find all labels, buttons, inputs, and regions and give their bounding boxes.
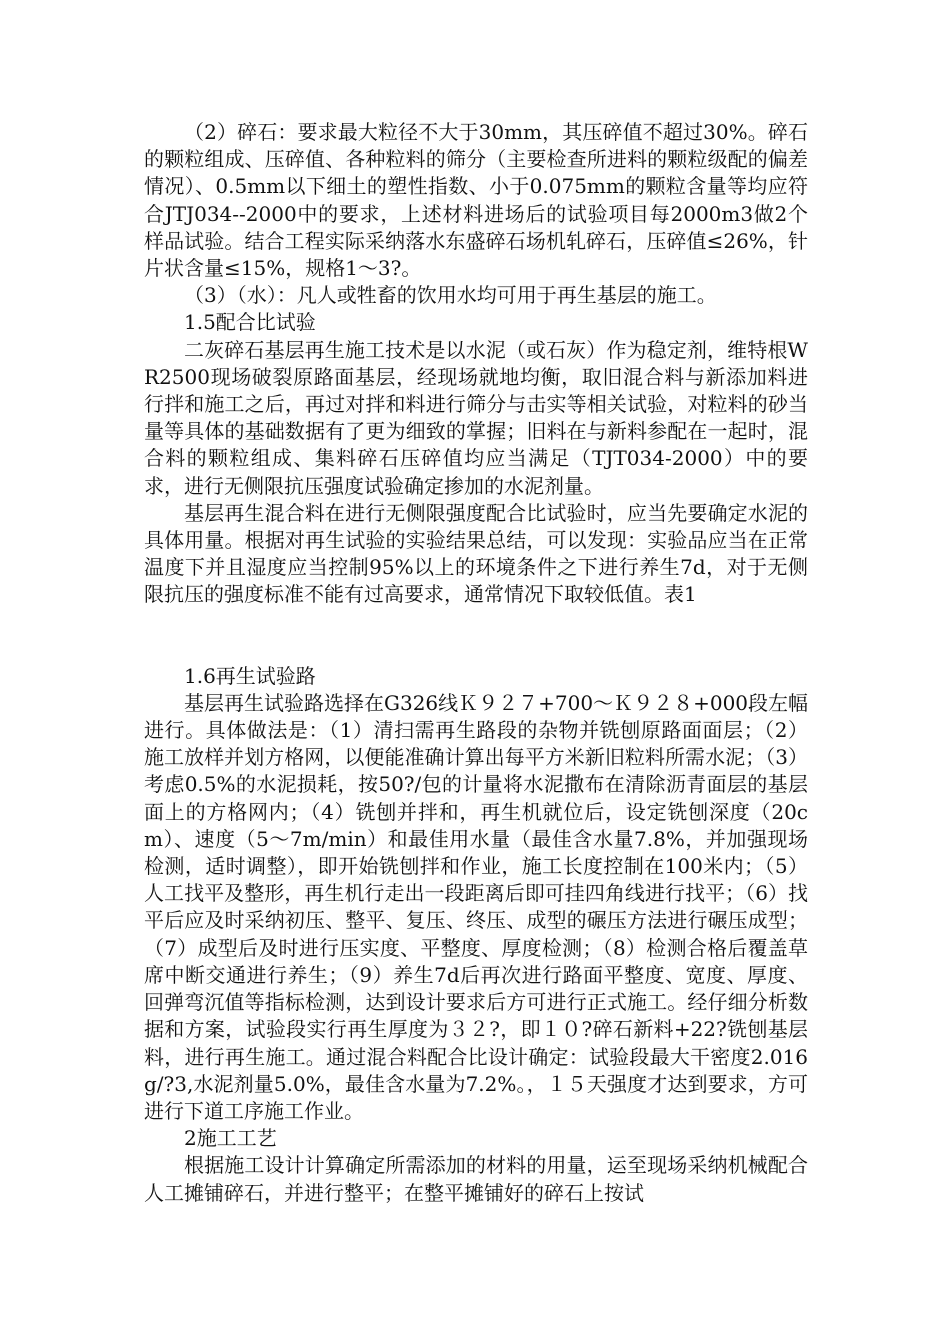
blank-gap [144,609,808,663]
paragraph-crushed-stone: （2）碎石：要求最大粒径不大于30mm，其压碎值不超过30%。碎石的颗粒组成、压碎值、各种粒料的筛分（主要检查所进料的颗粒级配的偏差情况）、0.5mm以下细土的塑性指数、小于0.075mm的颗粒含量等均应符合JTJ034--2000中的要求，上述材料进场后的试验项目每2000m3做2个样品试验。结合工程实际采纳落水东盛碎石场机轧碎石，压碎值≤26%，针片状含量≤15%，规格1～3?。 [144,120,808,281]
section-heading-test-road: 1.6再生试验路 [184,663,316,688]
paragraph-mix-ratio-intro: 二灰碎石基层再生施工技术是以水泥（或石灰）作为稳定剂，维特根WR2500现场破裂原路面基层，经现场就地均衡，取旧混合料与新添加料进行拌和施工之后，再过对拌和料进行筛分与击实等相关试验，对粒料的砂当量等具体的基础数据有了更为细致的掌握；旧料在与新料参配在一起时，混合料的颗粒组成、集料碎石压碎值均应当满足（TJT034-2000）中的要求，进行无侧限抗压强度试验确定掺加的水泥剂量。 [144,337,808,498]
paragraph-construction-process: 根据施工设计计算确定所需添加的材料的用量，运至现场采纳机械配合人工摊铺碎石，并进行整平；在整平摊铺好的碎石上按试 [144,1153,808,1205]
paragraph-water: （3）（水）：凡人或牲畜的饮用水均可用于再生基层的施工。 [184,283,717,308]
document-body [144,119,808,1207]
paragraph-test-road-procedure: 基层再生试验路选择在G326线Ｋ９２７+700～Ｋ９２８+000段左幅进行。具体做法是：（1）清扫需再生路段的杂物并铣刨原路面面层；（2）施工放样并划方格网，以便能准确计算出每平方米新旧粒料所需水泥；（3）考虑0.5%的水泥损耗，按50?/包的计量将水泥撒布在清除沥青面层的基层面上的方格网内；（4）铣刨并拌和，再生机就位后，设定铣刨深度（20cm）、速度（5～7m/min）和最佳用水量（最佳含水量7.8%，并加强现场检测，适时调整），即开始铣刨拌和作业，施工长度控制在100米内；（5）人工找平及整形，再生机行走出一段距离后即可挂四角线进行找平；（6）找平后应及时采纳初压、整平、复压、终压、成型的碾压方法进行碾压成型；（7）成型后及时进行压实度、平整度、厚度检测；（8）检测合格后覆盖草席中断交通进行养生；（9）养生7d后再次进行路面平整度、宽度、厚度、回弹弯沉值等指标检测，达到设计要求后方可进行正式施工。经仔细分析数据和方案，试验段实行再生厚度为３２?，即１０?碎石新料+22?铣刨基层料，进行再生施工。通过混合料配合比设计确定：试验段最大干密度2.016g/?3,水泥剂量5.0%，最佳含水量为7.2%。，１５天强度才达到要求，方可进行下道工序施工作业。 [144,690,809,1123]
section-heading-construction-process: 2施工工艺 [184,1126,277,1151]
section-heading-mix-ratio-test: 1.5配合比试验 [184,310,316,335]
paragraph-cement-dosage: 基层再生混合料在进行无侧限强度配合比试验时，应当先要确定水泥的具体用量。根据对再生试验的实验结果总结，可以发现：实验品应当在正常温度下并且湿度应当控制95%以上的环境条件之下进行养生7d，对于无侧限抗压的强度标准不能有过高要求，通常情况下取较低值。表1 [144,500,808,607]
